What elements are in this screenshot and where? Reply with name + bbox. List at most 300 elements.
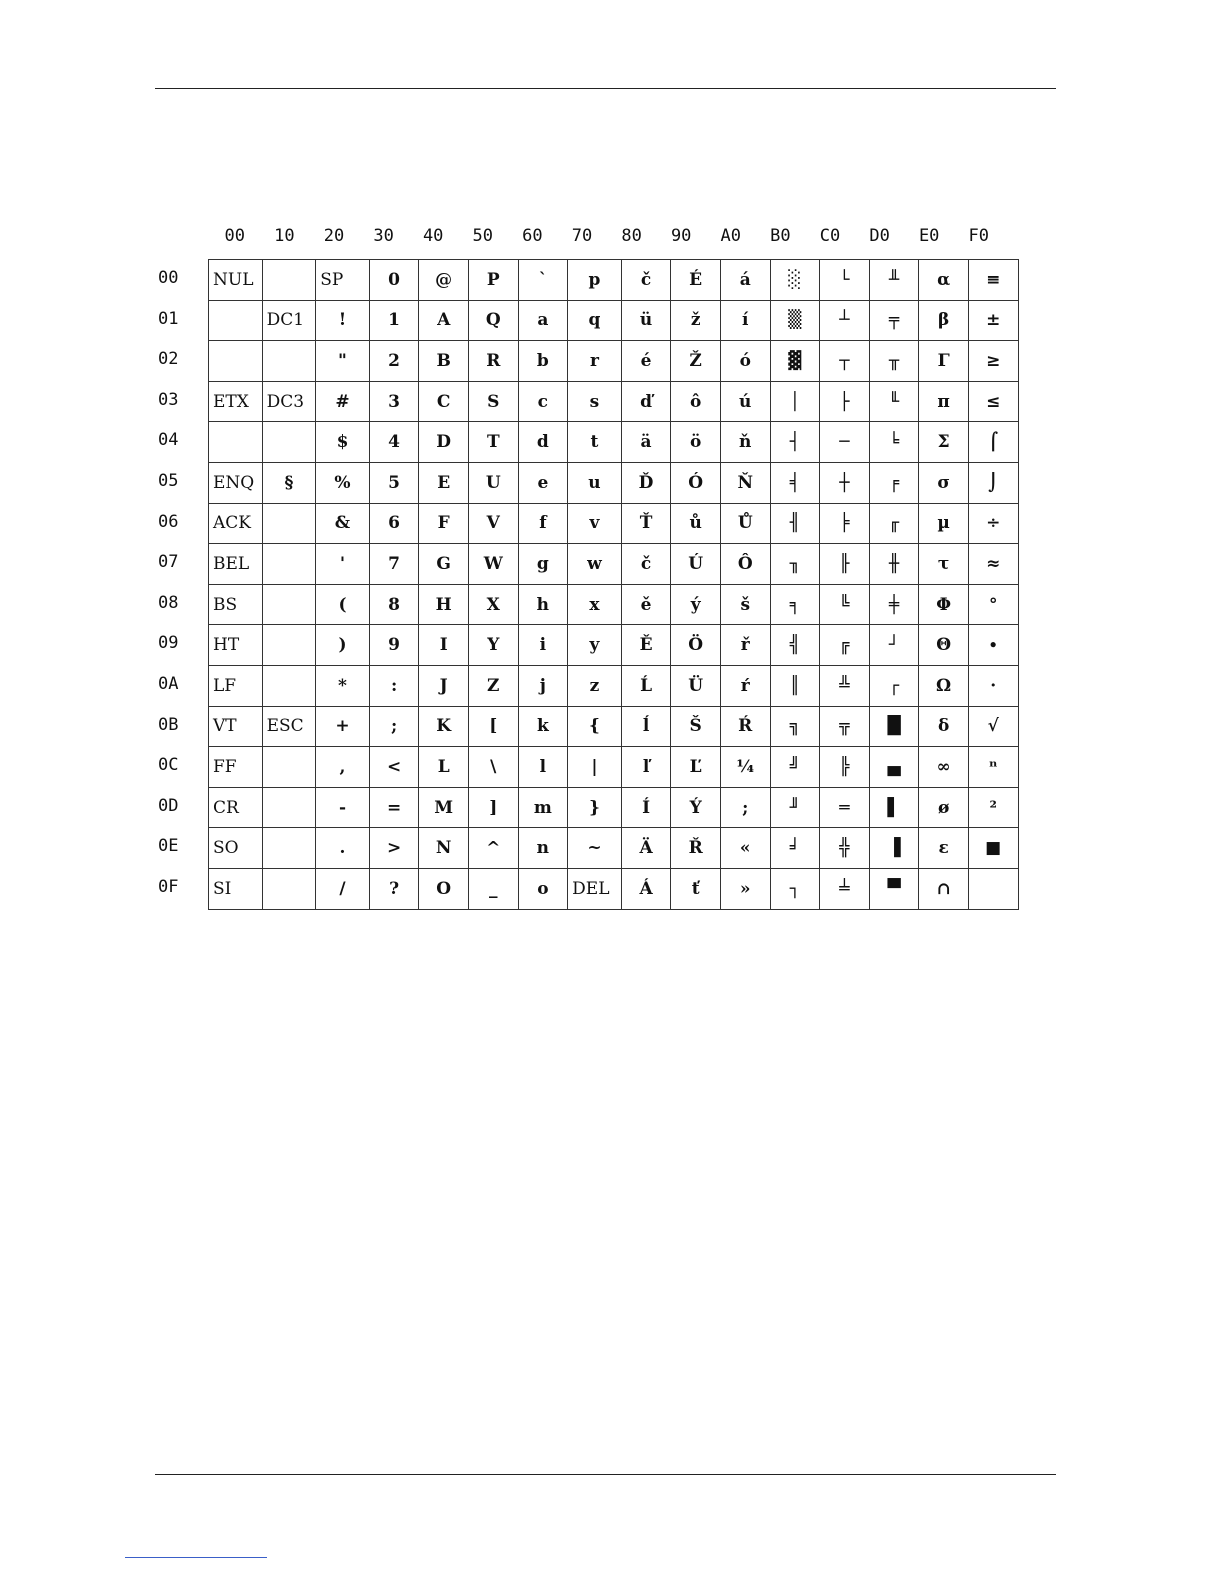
char-cell: ť xyxy=(671,868,721,909)
char-cell: ů xyxy=(671,503,721,544)
column-header: 70 xyxy=(571,226,593,246)
char-cell: Ř xyxy=(671,828,721,869)
column-header: 40 xyxy=(422,226,444,246)
row-header: 0D xyxy=(158,795,179,816)
char-cell: . xyxy=(316,828,370,869)
char-cell: ╜ xyxy=(770,787,820,828)
char-cell: 0 xyxy=(369,260,419,301)
char-cell: ┤ xyxy=(770,422,820,463)
char-cell: Ω xyxy=(919,665,969,706)
char-cell: L xyxy=(419,747,469,788)
char-cell: ú xyxy=(720,381,770,422)
char-cell: ∙ xyxy=(968,625,1018,666)
table-row xyxy=(209,706,1019,747)
column-header: 60 xyxy=(522,226,543,246)
char-cell: n xyxy=(518,828,568,869)
row-header: 09 xyxy=(158,633,179,654)
char-cell xyxy=(262,260,316,301)
char-cell: ö xyxy=(671,422,721,463)
char-cell: v xyxy=(568,503,622,544)
char-cell: ╘ xyxy=(869,422,919,463)
char-cell: Ň xyxy=(720,462,770,503)
char-cell: $ xyxy=(316,422,370,463)
row-header: 0B xyxy=(158,714,179,735)
char-cell: } xyxy=(568,787,622,828)
char-cell: ╩ xyxy=(820,665,870,706)
char-cell: ÷ xyxy=(968,503,1018,544)
char-cell: á xyxy=(720,260,770,301)
char-cell: ╧ xyxy=(820,868,870,909)
row-header: 0A xyxy=(158,674,179,694)
char-cell: ž xyxy=(671,300,721,341)
char-cell: # xyxy=(316,381,370,422)
char-cell: ╬ xyxy=(820,828,870,869)
char-cell: ╣ xyxy=(770,625,820,666)
char-cell: ╔ xyxy=(820,625,870,666)
char-cell: ≥ xyxy=(968,341,1018,382)
table-row xyxy=(209,462,1019,503)
char-cell: Ö xyxy=(671,625,721,666)
char-cell: ╝ xyxy=(770,747,820,788)
table-row xyxy=(209,868,1019,909)
char-cell: µ xyxy=(919,503,969,544)
char-cell: F xyxy=(419,503,469,544)
char-cell: \ xyxy=(468,747,518,788)
char-cell: S xyxy=(468,381,518,422)
char-cell: ± xyxy=(968,300,1018,341)
char-cell: z xyxy=(568,665,622,706)
char-cell: 4 xyxy=(369,422,419,463)
char-cell: q xyxy=(568,300,622,341)
row-header: 0C xyxy=(158,755,179,776)
char-cell: A xyxy=(419,300,469,341)
char-cell: ' xyxy=(316,544,370,585)
row-header: 04 xyxy=(158,430,179,451)
char-cell: SI xyxy=(209,868,263,909)
char-cell xyxy=(209,341,263,382)
char-cell: Σ xyxy=(919,422,969,463)
char-cell: β xyxy=(919,300,969,341)
char-cell: ε xyxy=(919,828,969,869)
char-cell: 9 xyxy=(369,625,419,666)
char-cell xyxy=(262,787,316,828)
char-cell: ≤ xyxy=(968,381,1018,422)
char-cell: I xyxy=(419,625,469,666)
char-cell: ┴ xyxy=(820,300,870,341)
char-cell xyxy=(262,341,316,382)
char-cell: ▐ xyxy=(869,828,919,869)
char-cell: ô xyxy=(671,381,721,422)
char-cell: « xyxy=(720,828,770,869)
char-cell: ň xyxy=(720,422,770,463)
char-cell: Θ xyxy=(919,625,969,666)
char-cell: │ xyxy=(770,381,820,422)
char-cell: Ď xyxy=(621,462,671,503)
char-cell: ■ xyxy=(968,828,1018,869)
char-cell: ` xyxy=(518,260,568,301)
char-cell: = xyxy=(369,787,419,828)
char-cell: Ľ xyxy=(671,747,721,788)
char-cell: ∞ xyxy=(919,747,969,788)
char-cell: ╫ xyxy=(869,544,919,585)
char-cell: p xyxy=(568,260,622,301)
char-cell: ╨ xyxy=(869,260,919,301)
char-cell: ( xyxy=(316,584,370,625)
char-cell: ý xyxy=(671,584,721,625)
char-cell: ┼ xyxy=(820,462,870,503)
char-cell: ╤ xyxy=(869,300,919,341)
char-cell: ď xyxy=(621,381,671,422)
table-row xyxy=(209,544,1019,585)
column-header: C0 xyxy=(819,226,841,246)
char-cell: Í xyxy=(621,787,671,828)
char-cell: ├ xyxy=(820,381,870,422)
column-header: 10 xyxy=(274,226,295,246)
char-cell: k xyxy=(518,706,568,747)
char-cell: τ xyxy=(919,544,969,585)
char-cell: ≡ xyxy=(968,260,1018,301)
char-cell: π xyxy=(919,381,969,422)
char-cell: É xyxy=(671,260,721,301)
char-cell xyxy=(262,422,316,463)
char-cell: % xyxy=(316,462,370,503)
char-cell: Ŕ xyxy=(720,706,770,747)
char-cell: § xyxy=(262,462,316,503)
table-row xyxy=(209,828,1019,869)
char-cell: ▒ xyxy=(770,300,820,341)
char-cell: ┘ xyxy=(869,625,919,666)
char-cell: BS xyxy=(209,584,263,625)
char-cell: R xyxy=(468,341,518,382)
char-cell: BEL xyxy=(209,544,263,585)
char-cell: Ť xyxy=(621,503,671,544)
char-cell: J xyxy=(419,665,469,706)
char-cell: é xyxy=(621,341,671,382)
char-cell: » xyxy=(720,868,770,909)
footnote-separator xyxy=(125,1557,267,1558)
char-cell: ř xyxy=(720,625,770,666)
char-cell: & xyxy=(316,503,370,544)
char-cell: d xyxy=(518,422,568,463)
char-cell: - xyxy=(316,787,370,828)
char-cell: ü xyxy=(621,300,671,341)
char-cell: u xyxy=(568,462,622,503)
column-header: 80 xyxy=(621,226,642,246)
char-cell: ⌡ xyxy=(968,462,1018,503)
char-cell: ä xyxy=(621,422,671,463)
char-cell xyxy=(262,868,316,909)
char-cell: ≈ xyxy=(968,544,1018,585)
char-cell: / xyxy=(316,868,370,909)
char-cell: ╠ xyxy=(820,747,870,788)
char-cell: Á xyxy=(621,868,671,909)
char-cell: B xyxy=(419,341,469,382)
column-header: 30 xyxy=(373,226,394,246)
char-cell: h xyxy=(518,584,568,625)
column-header: F0 xyxy=(968,226,990,246)
row-header: 02 xyxy=(158,349,179,370)
char-cell: Z xyxy=(468,665,518,706)
char-cell: ╛ xyxy=(770,828,820,869)
char-cell: w xyxy=(568,544,622,585)
char-cell: Š xyxy=(671,706,721,747)
char-cell: r xyxy=(568,341,622,382)
char-cell: ╗ xyxy=(770,706,820,747)
char-cell: ╢ xyxy=(770,503,820,544)
char-cell: x xyxy=(568,584,622,625)
char-cell: δ xyxy=(919,706,969,747)
char-cell: o xyxy=(518,868,568,909)
table-row xyxy=(209,260,1019,301)
char-cell: Ó xyxy=(671,462,721,503)
column-header: 90 xyxy=(670,226,692,246)
char-cell: ŕ xyxy=(720,665,770,706)
char-cell: ENQ xyxy=(209,462,263,503)
char-cell: σ xyxy=(919,462,969,503)
char-cell: > xyxy=(369,828,419,869)
char-cell: LF xyxy=(209,665,263,706)
table-row xyxy=(209,300,1019,341)
char-cell: α xyxy=(919,260,969,301)
char-cell xyxy=(209,300,263,341)
char-cell: 2 xyxy=(369,341,419,382)
char-cell: Ô xyxy=(720,544,770,585)
char-cell: ] xyxy=(468,787,518,828)
char-cell: 6 xyxy=(369,503,419,544)
table-row xyxy=(209,625,1019,666)
footer-rule xyxy=(155,1474,1056,1475)
char-cell: K xyxy=(419,706,469,747)
char-cell: ø xyxy=(919,787,969,828)
char-cell: ; xyxy=(369,706,419,747)
char-cell xyxy=(262,503,316,544)
table-row xyxy=(209,665,1019,706)
char-cell: CR xyxy=(209,787,263,828)
char-cell: DEL xyxy=(568,868,622,909)
char-cell xyxy=(262,584,316,625)
char-cell: g xyxy=(518,544,568,585)
char-cell: t xyxy=(568,422,622,463)
char-cell: y xyxy=(568,625,622,666)
char-cell xyxy=(968,868,1018,909)
char-cell: D xyxy=(419,422,469,463)
char-cell: Γ xyxy=(919,341,969,382)
table-row xyxy=(209,503,1019,544)
char-cell: í xyxy=(720,300,770,341)
char-cell: Ä xyxy=(621,828,671,869)
row-header: 07 xyxy=(158,552,179,573)
char-cell: W xyxy=(468,544,518,585)
char-cell: b xyxy=(518,341,568,382)
char-cell: Q xyxy=(468,300,518,341)
char-cell: ESC xyxy=(262,706,316,747)
column-header: 20 xyxy=(323,226,345,246)
char-cell: X xyxy=(468,584,518,625)
char-cell: f xyxy=(518,503,568,544)
char-cell: Φ xyxy=(919,584,969,625)
char-cell: | xyxy=(568,747,622,788)
char-cell: ╒ xyxy=(869,462,919,503)
column-header: D0 xyxy=(869,226,890,246)
char-cell: ╟ xyxy=(820,544,870,585)
char-cell: · xyxy=(968,665,1018,706)
char-cell: a xyxy=(518,300,568,341)
row-header: 01 xyxy=(158,308,179,329)
char-cell: i xyxy=(518,625,568,666)
char-cell: e xyxy=(518,462,568,503)
char-cell: ╦ xyxy=(820,706,870,747)
char-cell: ╞ xyxy=(820,503,870,544)
table-row xyxy=(209,787,1019,828)
char-cell: ACK xyxy=(209,503,263,544)
char-cell: FF xyxy=(209,747,263,788)
char-cell: č xyxy=(621,544,671,585)
row-header: 00 xyxy=(158,268,179,288)
char-cell: DC3 xyxy=(262,381,316,422)
header-rule xyxy=(155,88,1056,89)
char-cell xyxy=(262,747,316,788)
char-cell: { xyxy=(568,706,622,747)
char-cell: ╖ xyxy=(770,544,820,585)
char-cell: N xyxy=(419,828,469,869)
char-cell: ▌ xyxy=(869,787,919,828)
char-cell: M xyxy=(419,787,469,828)
char-cell: ▓ xyxy=(770,341,820,382)
char-cell: ┐ xyxy=(770,868,820,909)
column-header: 50 xyxy=(472,226,494,246)
char-cell: HT xyxy=(209,625,263,666)
char-cell: Y xyxy=(468,625,518,666)
char-cell: SP xyxy=(316,260,370,301)
char-cell: š xyxy=(720,584,770,625)
char-cell: ╚ xyxy=(820,584,870,625)
char-cell: c xyxy=(518,381,568,422)
char-cell: ╥ xyxy=(869,341,919,382)
char-cell: ľ xyxy=(621,747,671,788)
char-cell: s xyxy=(568,381,622,422)
char-cell: V xyxy=(468,503,518,544)
char-cell: ) xyxy=(316,625,370,666)
char-cell: 3 xyxy=(369,381,419,422)
char-cell: < xyxy=(369,747,419,788)
char-cell: VT xyxy=(209,706,263,747)
char-cell: ? xyxy=(369,868,419,909)
char-cell: ▀ xyxy=(869,868,919,909)
char-cell: _ xyxy=(468,868,518,909)
char-cell: ; xyxy=(720,787,770,828)
char-cell: 1 xyxy=(369,300,419,341)
char-cell: + xyxy=(316,706,370,747)
table-row xyxy=(209,422,1019,463)
char-cell: 7 xyxy=(369,544,419,585)
table-row xyxy=(209,747,1019,788)
column-header: E0 xyxy=(918,226,940,246)
column-header: A0 xyxy=(720,226,742,246)
char-cell: Ě xyxy=(621,625,671,666)
char-cell: T xyxy=(468,422,518,463)
char-cell: ╪ xyxy=(869,584,919,625)
char-cell: [ xyxy=(468,706,518,747)
char-cell: Ž xyxy=(671,341,721,382)
char-cell: ě xyxy=(621,584,671,625)
char-cell: ║ xyxy=(770,665,820,706)
char-cell: Ü xyxy=(671,665,721,706)
char-cell: √ xyxy=(968,706,1018,747)
char-cell: : xyxy=(369,665,419,706)
row-header: 03 xyxy=(158,389,179,410)
char-cell: ĺ xyxy=(621,706,671,747)
char-cell: P xyxy=(468,260,518,301)
character-code-table xyxy=(208,259,1019,910)
char-cell: ╓ xyxy=(869,503,919,544)
char-cell xyxy=(262,665,316,706)
char-cell: ▄ xyxy=(869,747,919,788)
char-cell: C xyxy=(419,381,469,422)
char-cell: Ĺ xyxy=(621,665,671,706)
char-cell: ╡ xyxy=(770,462,820,503)
char-cell: U xyxy=(468,462,518,503)
row-header: 0F xyxy=(158,877,179,897)
table-row xyxy=(209,381,1019,422)
char-cell: @ xyxy=(419,260,469,301)
char-cell: ¼ xyxy=(720,747,770,788)
char-cell xyxy=(262,625,316,666)
row-header: 06 xyxy=(158,511,179,532)
column-header: B0 xyxy=(770,226,791,246)
row-header: 05 xyxy=(158,471,179,491)
column-header: 00 xyxy=(224,226,246,246)
char-cell: Ú xyxy=(671,544,721,585)
char-cell: , xyxy=(316,747,370,788)
char-cell: └ xyxy=(820,260,870,301)
char-cell: ╙ xyxy=(869,381,919,422)
char-cell: SO xyxy=(209,828,263,869)
char-cell: █ xyxy=(869,706,919,747)
char-cell: NUL xyxy=(209,260,263,301)
char-cell: " xyxy=(316,341,370,382)
char-cell xyxy=(262,828,316,869)
char-cell: H xyxy=(419,584,469,625)
char-cell: E xyxy=(419,462,469,503)
char-cell: DC1 xyxy=(262,300,316,341)
char-cell: ∩ xyxy=(919,868,969,909)
char-cell: O xyxy=(419,868,469,909)
table-row xyxy=(209,341,1019,382)
row-header: 08 xyxy=(158,592,179,613)
char-cell: * xyxy=(316,665,370,706)
char-cell: 8 xyxy=(369,584,419,625)
char-cell: ó xyxy=(720,341,770,382)
char-cell: m xyxy=(518,787,568,828)
char-cell: ETX xyxy=(209,381,263,422)
char-cell xyxy=(262,544,316,585)
char-cell: ⌠ xyxy=(968,422,1018,463)
char-cell: ┌ xyxy=(869,665,919,706)
char-cell: l xyxy=(518,747,568,788)
char-cell: ² xyxy=(968,787,1018,828)
char-cell xyxy=(209,422,263,463)
char-cell: ^ xyxy=(468,828,518,869)
char-cell: Ů xyxy=(720,503,770,544)
char-cell: ╕ xyxy=(770,584,820,625)
char-cell: 5 xyxy=(369,462,419,503)
char-cell: č xyxy=(621,260,671,301)
char-cell: ~ xyxy=(568,828,622,869)
char-cell: j xyxy=(518,665,568,706)
char-cell: ░ xyxy=(770,260,820,301)
char-cell: ─ xyxy=(820,422,870,463)
char-cell: G xyxy=(419,544,469,585)
